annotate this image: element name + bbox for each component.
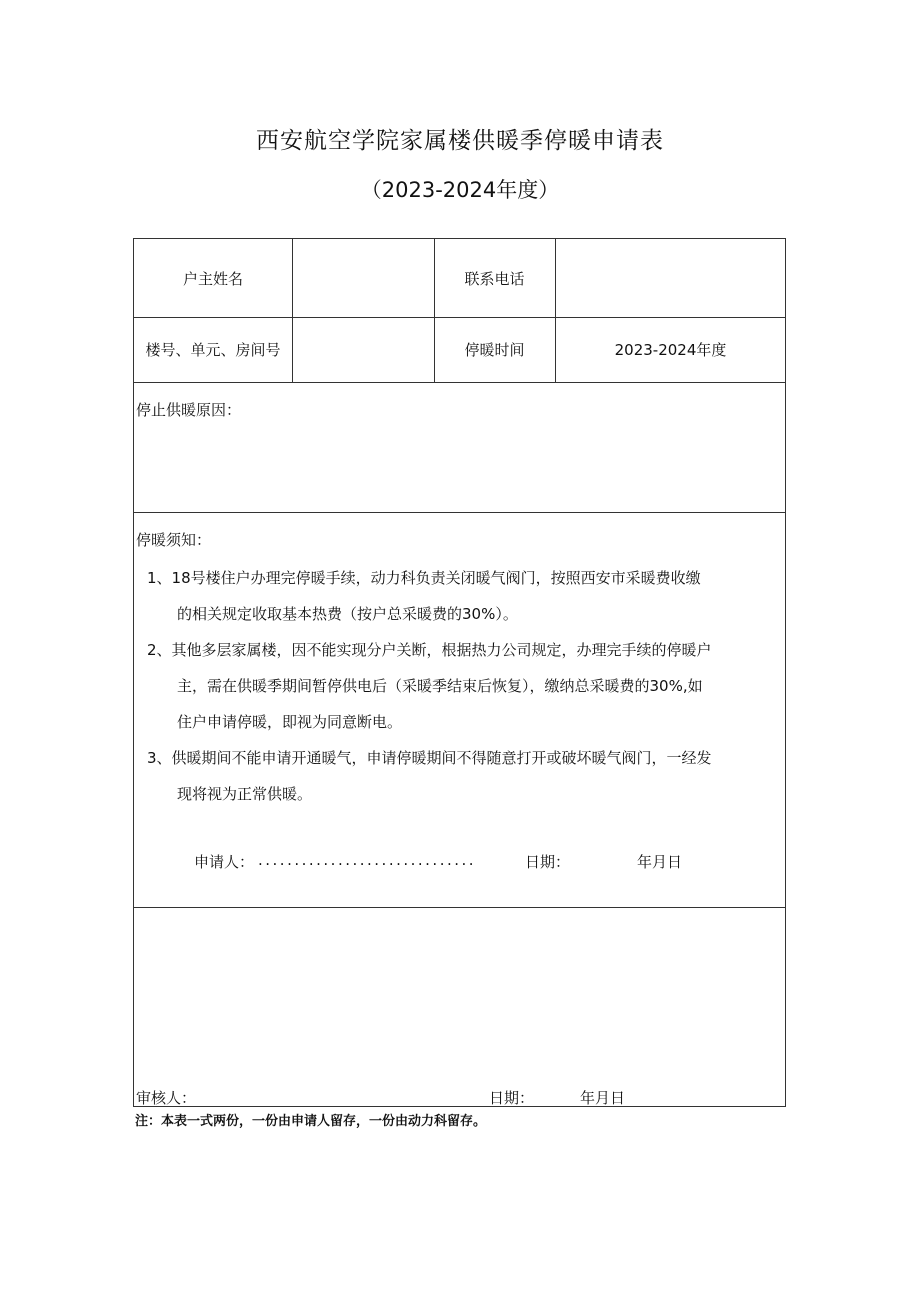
stop-reason-field[interactable] <box>144 424 774 504</box>
apply-date-suffix[interactable]: 年月日 <box>637 853 683 871</box>
room-number-field[interactable] <box>292 317 434 382</box>
form-title: 西安航空学院家属楼供暖季停暖申请表 <box>256 128 664 154</box>
phone-label: 联系电话 <box>464 269 525 288</box>
application-form-table <box>133 238 786 1107</box>
notice-item-1-line-1: 1、18号楼住户办理完停暖手续，动力科负责关闭暖气阀门，按照西安市采暖费收缴 <box>147 569 701 587</box>
apply-date-label: 日期： <box>525 853 571 871</box>
reviewer-label: 审核人： <box>136 1089 197 1107</box>
applicant-signature-line[interactable]: .............................. <box>258 851 477 869</box>
notice-item-3-line-2: 现将视为正常供暖。 <box>177 785 313 803</box>
notice-label: 停暖须知： <box>136 531 212 549</box>
notice-item-3-line-1: 3、供暖期间不能申请开通暖气，申请停暖期间不得随意打开或破坏暖气阀门，一经发 <box>147 749 712 767</box>
row-divider <box>134 512 785 513</box>
notice-item-2-line-1: 2、其他多层家属楼，因不能实现分户关断，根据热力公司规定，办理完手续的停暖户 <box>147 641 712 659</box>
owner-name-field[interactable] <box>292 239 434 317</box>
review-date-suffix[interactable]: 年月日 <box>580 1089 626 1107</box>
stop-time-value: 2023-2024年度 <box>614 341 727 359</box>
room-number-label: 楼号、单元、房间号 <box>145 341 281 359</box>
notice-item-1-line-2: 的相关规定收取基本热费（按户总采暖费的30%）。 <box>177 605 518 623</box>
notice-item-2-line-3: 住户申请停暖，即视为同意断电。 <box>177 713 403 731</box>
row-divider <box>134 907 785 908</box>
stop-reason-label: 停止供暖原因： <box>136 401 242 419</box>
form-subtitle: （2023-2024年度） <box>360 178 560 202</box>
footnote: 注：本表一式两份，一份由申请人留存，一份由动力科留存。 <box>135 1114 487 1129</box>
notice-item-2-line-2: 主，需在供暖季期间暂停供电后（采暖季结束后恢复），缴纳总采暖费的30%,如 <box>177 677 703 695</box>
owner-name-label: 户主姓名 <box>182 269 243 288</box>
row-divider <box>134 382 785 383</box>
review-date-label: 日期： <box>489 1089 535 1107</box>
stop-time-label: 停暖时间 <box>464 341 525 359</box>
applicant-label: 申请人： <box>194 853 255 871</box>
phone-field[interactable] <box>555 239 786 317</box>
